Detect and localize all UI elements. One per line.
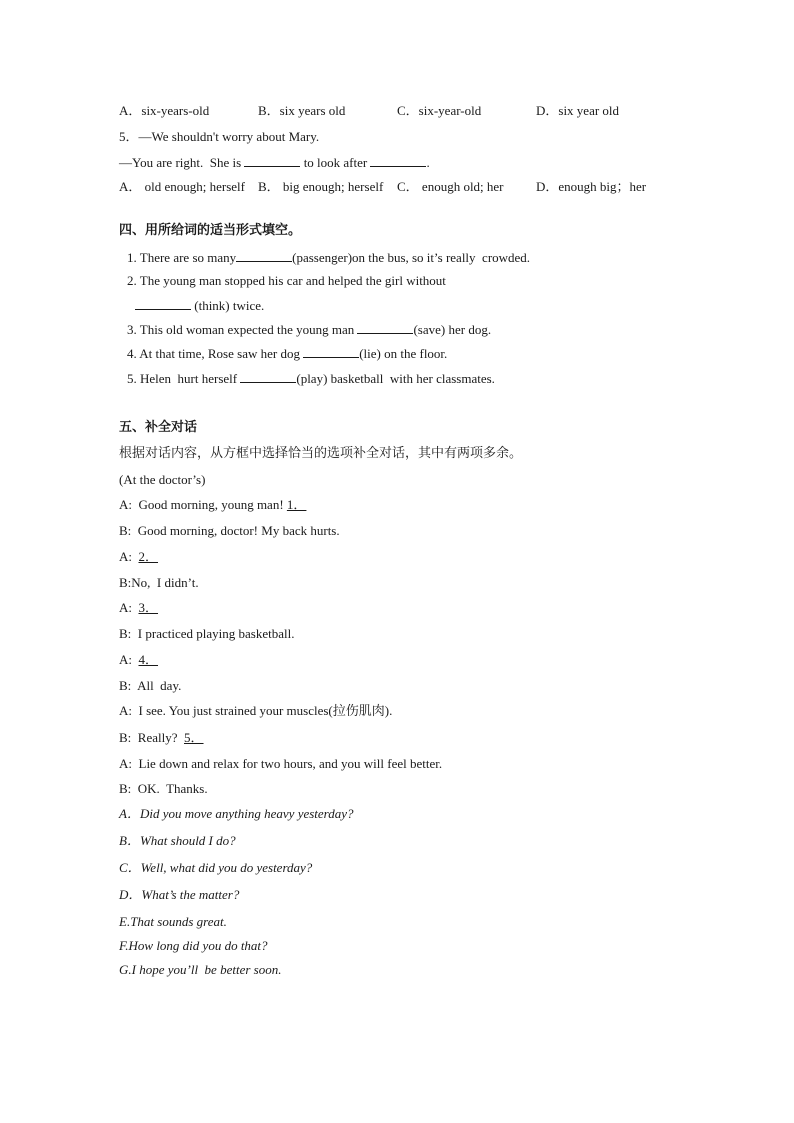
choice-f: F.How long did you do that?: [119, 938, 268, 953]
s4-item-5: 5. Helen hurt herself (play) basketball with her classmates.: [127, 371, 495, 386]
s4-item-2-cont: (think) twice.: [135, 297, 264, 314]
dialogue-blank-5[interactable]: 5．: [184, 730, 204, 745]
section4-title: 四、用所给词的适当形式填空。: [119, 223, 302, 238]
q4-option-a: A．six-years-old: [119, 103, 210, 118]
s4-blank-1[interactable]: [236, 249, 292, 262]
choice-b: B．What should I do?: [119, 833, 236, 848]
q4-option-b: B．six years old: [258, 103, 346, 118]
q5-blank-2[interactable]: [370, 154, 426, 167]
q5-line2-end: .: [426, 155, 430, 170]
dialogue-line-8: B: All day.: [119, 678, 182, 693]
dialogue-blank-4[interactable]: 4．: [138, 652, 159, 667]
s4-item-1: 1. There are so many (passenger)on the bus, so it’s really crowded.: [127, 250, 531, 265]
dialogue-blank-2[interactable]: 2．: [138, 549, 159, 564]
dialogue-line-11: A: Lie down and relax for two hours, and you will feel better.: [119, 756, 443, 771]
section5-instruction: 根据对话内容，从方框中选择恰当的选项补全对话，其中有两项多余。: [119, 446, 523, 461]
dialogue-line-5: A: 3．: [119, 600, 159, 615]
dialogue-line-9: A: I see. You just strained your muscles(拉伤肌肉).: [119, 703, 393, 718]
choice-c: C．Well, what did you do yesterday?: [119, 860, 313, 875]
s4-item-3: 3. This old woman expected the young man (save) her dog.: [127, 322, 492, 337]
q5-line2-mid: to look after: [300, 155, 371, 170]
section5-title: 五、补全对话: [119, 420, 198, 435]
q5-option-c: C． enough old; her: [397, 179, 504, 194]
s4-blank-2[interactable]: [135, 297, 191, 310]
q5-question: —We shouldn't worry about Mary.: [138, 129, 320, 144]
section5-context: (At the doctor’s): [119, 472, 206, 487]
s4-blank-5[interactable]: [240, 370, 296, 383]
dialogue-line-1: A: Good morning, young man! 1．: [119, 497, 307, 512]
choice-a: A．Did you move anything heavy yesterday?: [119, 806, 354, 821]
q5-option-d: D．enough big；her: [536, 179, 647, 194]
q4-option-c: C．six-year-old: [397, 103, 482, 118]
s4-blank-3[interactable]: [357, 321, 413, 334]
q4-option-d: D．six year old: [536, 103, 620, 118]
choice-g: G.I hope you’ll be better soon.: [119, 962, 282, 977]
s4-blank-4[interactable]: [303, 345, 359, 358]
dialogue-blank-1[interactable]: 1．: [286, 497, 307, 512]
q5-line2: [119, 154, 430, 171]
dialogue-line-2: B: Good morning, doctor! My back hurts.: [119, 523, 340, 538]
dialogue-line-12: B: OK. Thanks.: [119, 781, 208, 796]
dialogue-line-3: A: 2．: [119, 549, 159, 564]
s4-item-4: 4. At that time, Rose saw her dog (lie) on the floor.: [127, 346, 448, 361]
q5-line1: [119, 129, 319, 145]
dialogue-line-10: B: Really? 5．: [119, 730, 204, 745]
q5-option-a: A． old enough; herself: [119, 179, 246, 194]
s4-item-2: 2. The young man stopped his car and helped the girl without: [127, 273, 446, 288]
dialogue-line-7: A: 4．: [119, 652, 159, 667]
q5-number: 5．: [119, 129, 139, 144]
dialogue-line-4: B:No, I didn’t.: [119, 575, 199, 590]
dialogue-blank-3[interactable]: 3．: [138, 600, 159, 615]
choice-d: D．What’s the matter?: [119, 887, 240, 902]
q5-blank-1[interactable]: [244, 154, 300, 167]
q5-line2-pre: —You are right. She is: [119, 155, 245, 170]
dialogue-line-6: B: I practiced playing basketball.: [119, 626, 295, 641]
q5-option-b: B． big enough; herself: [258, 179, 384, 194]
choice-e: E.That sounds great.: [119, 914, 227, 929]
